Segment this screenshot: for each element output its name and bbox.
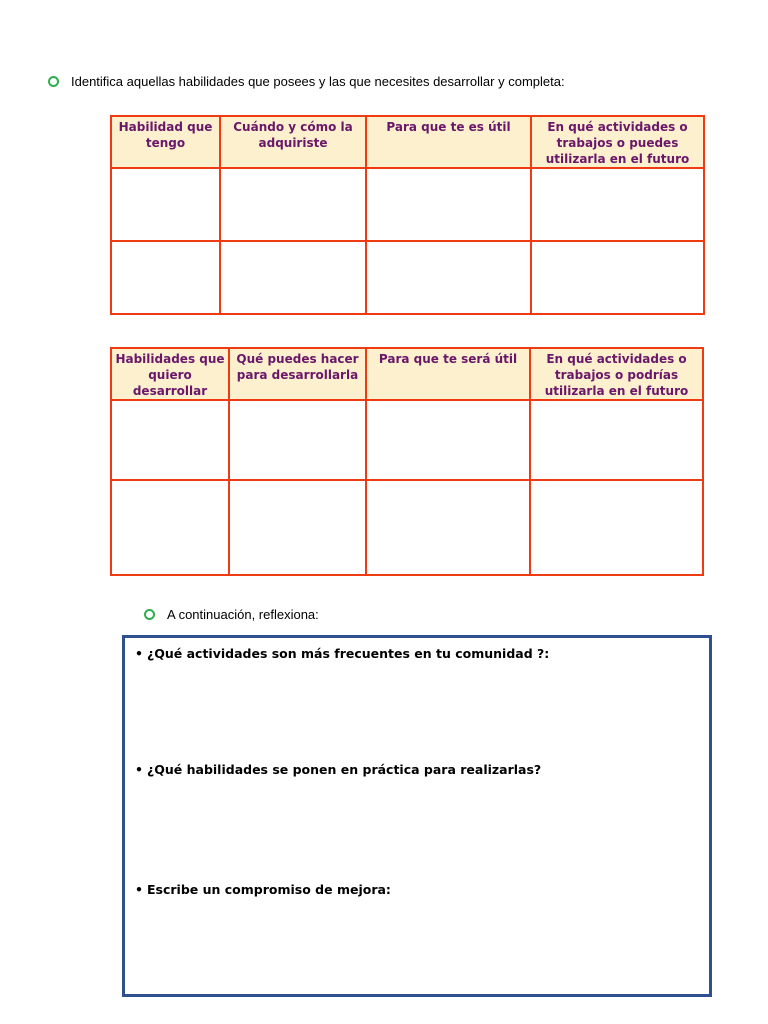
answer-cell[interactable] [530, 400, 703, 480]
answer-cell[interactable] [111, 241, 220, 314]
table-row [111, 241, 704, 314]
answer-cell[interactable] [220, 241, 366, 314]
bullet-dot-icon: • [135, 882, 143, 897]
table-header-cell: Para que te será útil [366, 348, 530, 400]
table-header-cell: Para que te es útil [366, 116, 531, 168]
table-header-cell: Habilidad que tengo [111, 116, 220, 168]
answer-cell[interactable] [366, 168, 531, 241]
answer-cell[interactable] [229, 400, 366, 480]
instruction-text-1: Identifica aquellas habilidades que posees y las que necesites desarrollar y completa: [71, 74, 565, 89]
table-row [111, 168, 704, 241]
bullet-dot-icon: • [135, 762, 143, 777]
table-header-cell: Cuándo y cómo la adquiriste [220, 116, 366, 168]
reflection-box [122, 635, 712, 997]
circle-bullet-icon [48, 76, 59, 87]
answer-cell[interactable] [531, 168, 704, 241]
table-header-cell: En qué actividades o trabajos o podrías utilizarla en el futuro [530, 348, 703, 400]
skills-develop-table [110, 347, 704, 576]
reflection-question [135, 646, 549, 661]
table-row [111, 480, 703, 575]
table-header-cell: En qué actividades o trabajos o puedes utilizarla en el futuro [531, 116, 704, 168]
reflection-question-text: Escribe un compromiso de mejora: [147, 882, 391, 897]
table-header-cell: Habilidades que quiero desarrollar [111, 348, 229, 400]
reflection-question-text: ¿Qué habilidades se ponen en práctica para realizarlas? [147, 762, 542, 777]
answer-cell[interactable] [111, 480, 229, 575]
instruction-line-1 [48, 74, 565, 89]
table-row [111, 400, 703, 480]
circle-bullet-icon [144, 609, 155, 620]
reflection-question [135, 882, 391, 897]
answer-cell[interactable] [366, 400, 530, 480]
skills-have-table [110, 115, 705, 315]
instruction-line-2 [144, 607, 319, 622]
reflection-question [135, 762, 541, 777]
table-header-row [111, 116, 704, 168]
instruction-text-2: A continuación, reflexiona: [167, 607, 319, 622]
table-header-cell: Qué puedes hacer para desarrollarla [229, 348, 366, 400]
answer-cell[interactable] [220, 168, 366, 241]
table-header-row [111, 348, 703, 400]
answer-cell[interactable] [229, 480, 366, 575]
answer-cell[interactable] [111, 168, 220, 241]
answer-cell[interactable] [366, 480, 530, 575]
answer-cell[interactable] [111, 400, 229, 480]
answer-cell[interactable] [530, 480, 703, 575]
answer-cell[interactable] [531, 241, 704, 314]
answer-cell[interactable] [366, 241, 531, 314]
reflection-question-text: ¿Qué actividades son más frecuentes en tu comunidad ?: [147, 646, 550, 661]
bullet-dot-icon: • [135, 646, 143, 661]
